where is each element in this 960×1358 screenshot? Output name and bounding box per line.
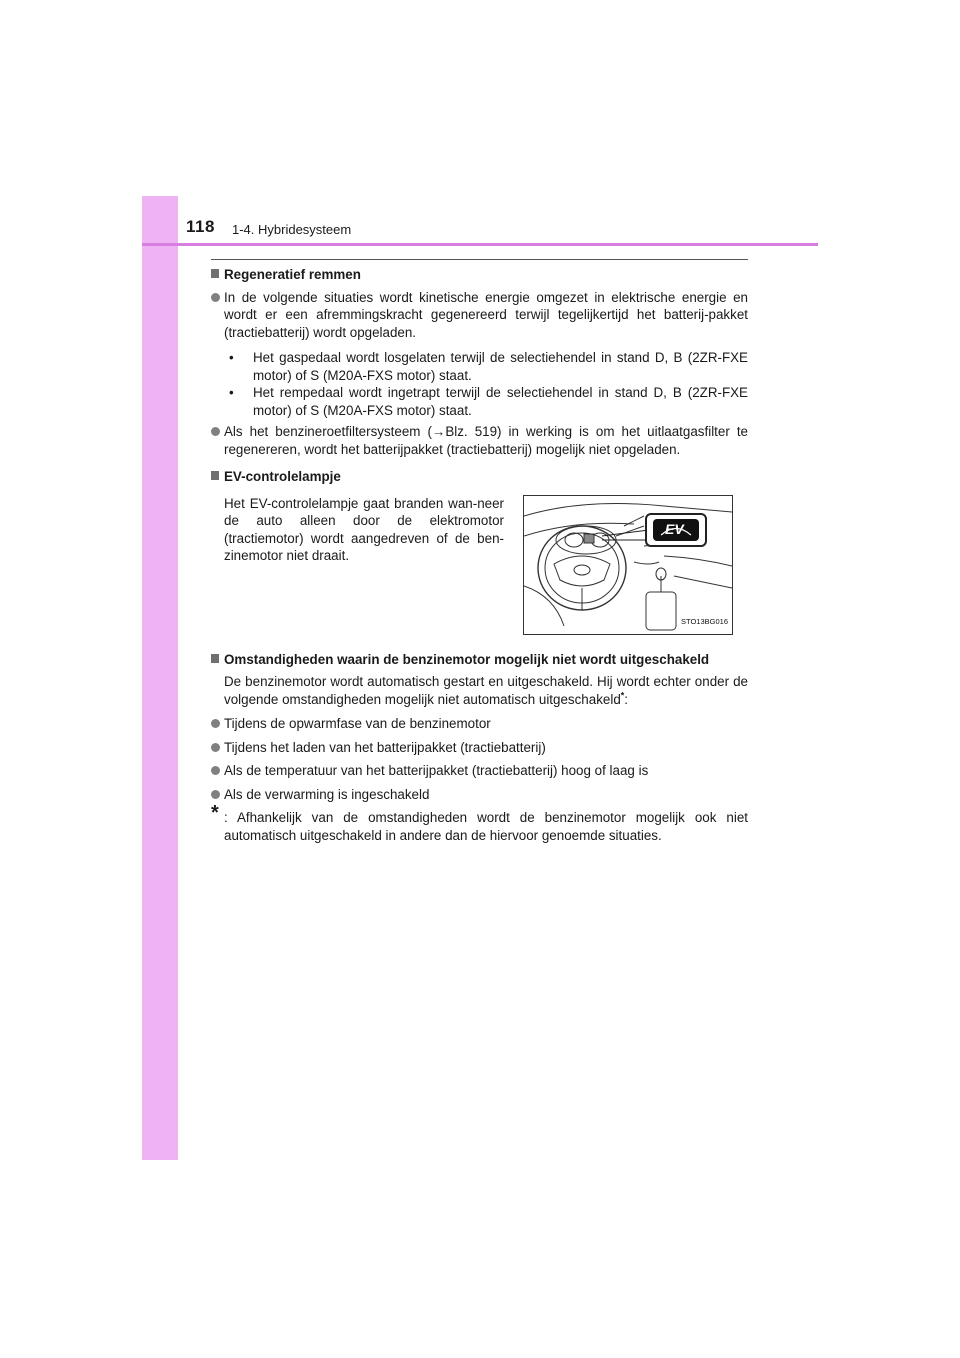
circle-bullet-icon — [211, 719, 220, 728]
chapter-side-bar — [142, 196, 178, 1160]
bullet-item: Als het benzineroetfiltersysteem (→Blz. 519) in werking is om het uitlaatgasfilter te regenereren, wordt het batterijpakket (tractiebatterij) mogelijk niet opgeladen. — [211, 423, 748, 458]
circle-bullet-icon — [211, 427, 220, 436]
page-reference-link: Blz. 519) in werking is om het uitlaatgasfilter te regenereren, wordt het batterijpakket (tractiebatterij) mogelijk niet opgeladen. — [224, 424, 748, 457]
heading-regeneratief-remmen: Regeneratief remmen — [211, 266, 748, 284]
asterisk-marker: * — [620, 690, 625, 701]
circle-bullet-icon — [211, 790, 220, 799]
square-bullet-icon — [211, 269, 219, 278]
asterisk-marker: * — [211, 802, 219, 824]
circle-bullet-icon — [211, 293, 220, 302]
heading-ev-controlelampje: EV-controlelampje — [211, 468, 748, 486]
square-bullet-icon — [211, 471, 219, 480]
page-content — [211, 266, 748, 844]
dot-bullet-icon: • — [229, 385, 234, 400]
circle-bullet-icon — [211, 766, 220, 775]
list-item: Tijdens de opwarmfase van de benzinemotor — [211, 715, 748, 733]
dashboard-illustration — [523, 495, 733, 635]
dot-bullet-icon: • — [229, 350, 234, 365]
list-item: Als de verwarming is ingeschakeld — [211, 786, 748, 804]
section-title: 1-4. Hybridesysteem — [232, 222, 352, 237]
ev-description: Het EV-controlelampje gaat branden wan-neer de auto alleen door de elektromotor (tractiemotor) wordt aangedreven of de ben-zinemotor niet draait. — [224, 495, 504, 563]
sub-bullet-item: • Het gaspedaal wordt losgelaten terwijl de selectiehendel in stand D, B (2ZR-FXE motor) of S (M20A-FXS motor) staat. — [229, 350, 748, 383]
square-bullet-icon — [211, 654, 219, 663]
heading-omstandigheden: Omstandigheden waarin de benzinemotor mogelijk niet wordt uitgeschakeld — [211, 651, 748, 669]
list-item: Tijdens het laden van het batterijpakket (tractiebatterij) — [211, 739, 748, 757]
page-number: 118 — [186, 217, 215, 236]
arrow-icon: → — [431, 424, 446, 439]
circle-bullet-icon — [211, 743, 220, 752]
footnote: * : Afhankelijk van de omstandigheden wordt de benzinemotor mogelijk ook niet automatisch uitgeschakeld in andere dan de hiervoor genoemde situaties. — [211, 802, 748, 843]
bullet-item: In de volgende situaties wordt kinetische energie omgezet in elektrische energie en wordt er een afremmingskracht gegenereerd terwijl tegelijkertijd het batterij-pakket (tractiebatterij) wordt opgeladen. — [211, 289, 748, 342]
figure-code: STO13BG016 — [681, 617, 728, 626]
ev-badge-label: EV — [665, 520, 684, 537]
intro-paragraph: De benzinemotor wordt automatisch gestart en uitgeschakeld. Hij wordt echter onder de volgende omstandigheden mogelijk niet automatisch uitgeschakeld*: — [224, 674, 748, 707]
list-item: Als de temperatuur van het batterijpakket (tractiebatterij) hoog of laag is — [211, 762, 748, 780]
ev-block — [211, 491, 748, 647]
content-divider — [211, 259, 748, 260]
sub-bullet-item: • Het rempedaal wordt ingetrapt terwijl de selectiehendel in stand D, B (2ZR-FXE motor) of S (M20A-FXS motor) staat. — [229, 385, 748, 418]
header-rule — [142, 243, 818, 246]
